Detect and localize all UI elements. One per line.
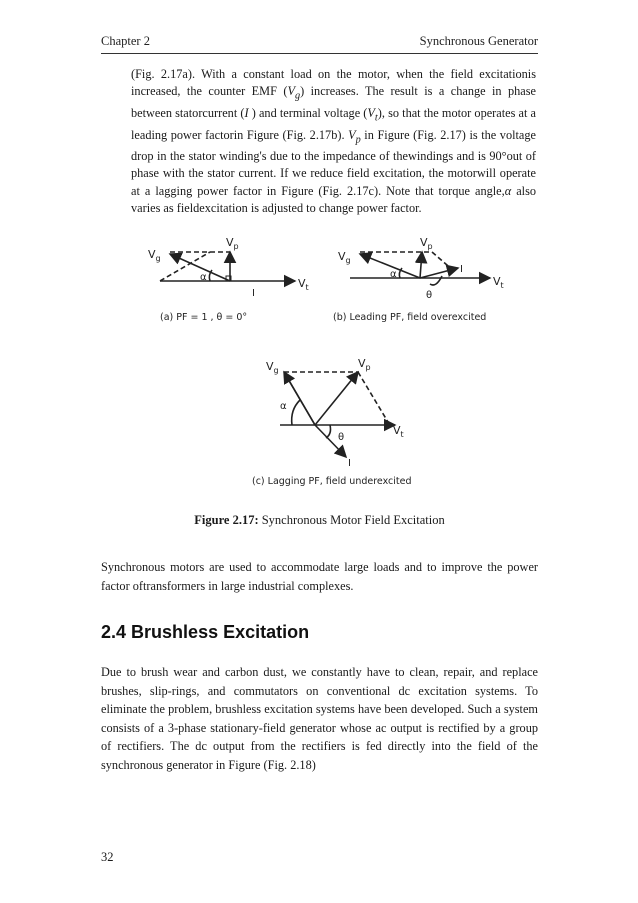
intro-paragraph — [131, 66, 536, 217]
text-run: in Figure (Fig. 2.17) is the voltage drop in the stator winding's due to the impedance of thewindings and is 90°out of phase with the stator current. If we reduce field excitation, the motorwill operate at a lagging power factor in Figure (Fig. 2.17c). Note that torque angle, — [131, 127, 536, 198]
panel-b-theta-label: θ — [426, 290, 433, 301]
panel-b-vt-label: $V_t$ — [493, 275, 504, 290]
panel-a-vt-label: $V_t$ — [298, 277, 309, 292]
math-alpha: α — [504, 183, 512, 198]
panel-b-i-vector — [420, 268, 458, 278]
figure-caption — [101, 513, 538, 528]
panel-c-alpha-arc — [292, 400, 300, 425]
panel-c-vt-label: $V_t$ — [393, 424, 404, 439]
panel-a-caption: (a) PF = 1 , θ = 0° — [160, 312, 248, 323]
math-sub: p — [355, 133, 361, 145]
panel-b-vp-label: $V_p$ — [420, 236, 433, 251]
text-run: ) and terminal voltage ( — [248, 105, 368, 120]
paragraph-synchronous-motors: Synchronous motors are used to accommodate large loads and to improve the power factor oftransformers in large industrial complexes. — [101, 560, 538, 593]
math-v: V — [367, 105, 375, 120]
panel-b-vp-vector — [420, 252, 422, 278]
section-title-text: Brushless Excitation — [131, 622, 310, 642]
phasor-diagram-figure — [140, 232, 520, 502]
panel-c-vp-label: $V_p$ — [358, 357, 371, 372]
text-run: ), so that the motor operates at a leading power factorin Figure (Fig. 2.17b). — [131, 105, 536, 142]
panel-c-theta-label: θ — [338, 432, 345, 443]
panel-c-vg-to-vt — [284, 372, 315, 425]
text-run: also varies as fieldexcitation is adjusted to change power factor. — [131, 183, 536, 215]
panel-b-caption: (b) Leading PF, field overexcited — [333, 312, 487, 323]
panel-c-caption: (c) Lagging PF, field underexcited — [252, 476, 412, 487]
panel-b-vg-label: $V_g$ — [338, 250, 351, 265]
panel-b — [350, 252, 490, 285]
header-rule — [101, 53, 538, 54]
page-number: 32 — [101, 850, 114, 864]
caption-label: Figure 2.17: — [194, 513, 259, 527]
section-heading — [101, 622, 538, 643]
caption-text: Synchronous Motor Field Excitation — [258, 513, 445, 527]
math-sub: t — [374, 112, 378, 124]
panel-c-i-label: I — [348, 458, 351, 469]
panel-c-dashed-right — [358, 372, 388, 422]
running-header — [101, 34, 538, 49]
panel-a-vg-label: $V_g$ — [148, 248, 161, 263]
header-title: Synchronous Generator — [419, 34, 538, 48]
panel-a-i-label: I — [252, 288, 255, 299]
section-number: 2.4 — [101, 622, 127, 642]
panel-c — [280, 372, 395, 457]
paragraph-brushless: Due to brush wear and carbon dust, we constantly have to clean, repair, and replace brushes, slip-rings, and commutators on conventional dc excitation systems. To eliminate the problem, brushless excitation systems have been developed. Such a system consists of a 3-phase stationary-field generator whose ac output is rectified by a group of rectifiers. The dc output from the rectifiers is fed directly into the field of the synchronous generator in Figure (Fig. 2.18) — [101, 665, 538, 772]
math-v: V — [287, 84, 295, 99]
panel-c-vp-vector — [315, 372, 358, 425]
math-sub: g — [294, 90, 301, 102]
panel-c-vg-label: $V_g$ — [266, 360, 279, 375]
panel-a-vp-label: $V_p$ — [226, 236, 239, 251]
header-chapter: Chapter 2 — [101, 34, 150, 48]
panel-b-i-label: I — [460, 264, 463, 275]
panel-b-alpha-label: α — [390, 269, 397, 280]
panel-c-alpha-label: α — [280, 401, 287, 412]
panel-a — [160, 252, 295, 281]
math-i: I — [244, 105, 249, 120]
text-run: ) increases. The result is a change in phase between statorcurrent ( — [131, 84, 536, 120]
text-run: (Fig. 2.17a). With a constant load on the motor, when the field excitationis increased, the counter EMF ( — [131, 67, 536, 99]
math-v: V — [348, 127, 356, 142]
panel-a-alpha-label: α — [200, 272, 207, 283]
